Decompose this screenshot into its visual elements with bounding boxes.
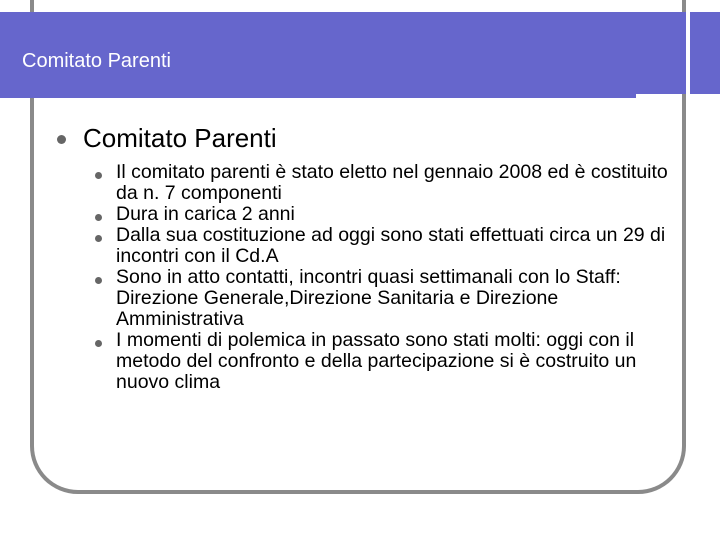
list-item-text: I momenti di polemica in passato sono stati molti: oggi con il metodo del confronto e della partecipazione si è costruito un nuovo clima xyxy=(116,329,637,393)
list-item xyxy=(95,330,675,393)
list-item xyxy=(95,204,675,225)
section-heading: Comitato Parenti xyxy=(83,123,277,153)
bullet-icon xyxy=(95,277,102,284)
list-item xyxy=(95,267,675,330)
bullet-list xyxy=(95,162,675,393)
list-item-text: Dura in carica 2 anni xyxy=(116,203,295,225)
bullet-icon xyxy=(95,172,102,179)
title-bar xyxy=(0,12,720,94)
bullet-icon xyxy=(95,235,102,242)
list-item-text: Dalla sua costituzione ad oggi sono stati effettuati circa un 29 di incontri con il Cd.A xyxy=(116,224,666,267)
title-rule xyxy=(0,94,636,98)
list-item xyxy=(95,162,675,204)
bullet-icon xyxy=(57,135,66,144)
list-item-text: Il comitato parenti è stato eletto nel gennaio 2008 ed è costituito da n. 7 componenti xyxy=(116,161,668,204)
slide-title: Comitato Parenti xyxy=(22,50,171,72)
list-item-text: Sono in atto contatti, incontri quasi settimanali con lo Staff: Direzione Generale,Direzione Sanitaria e Direzione Amministrativa xyxy=(116,266,621,330)
bullet-icon xyxy=(95,214,102,221)
bullet-icon xyxy=(95,340,102,347)
list-item xyxy=(95,225,675,267)
corner-accent xyxy=(686,12,690,107)
